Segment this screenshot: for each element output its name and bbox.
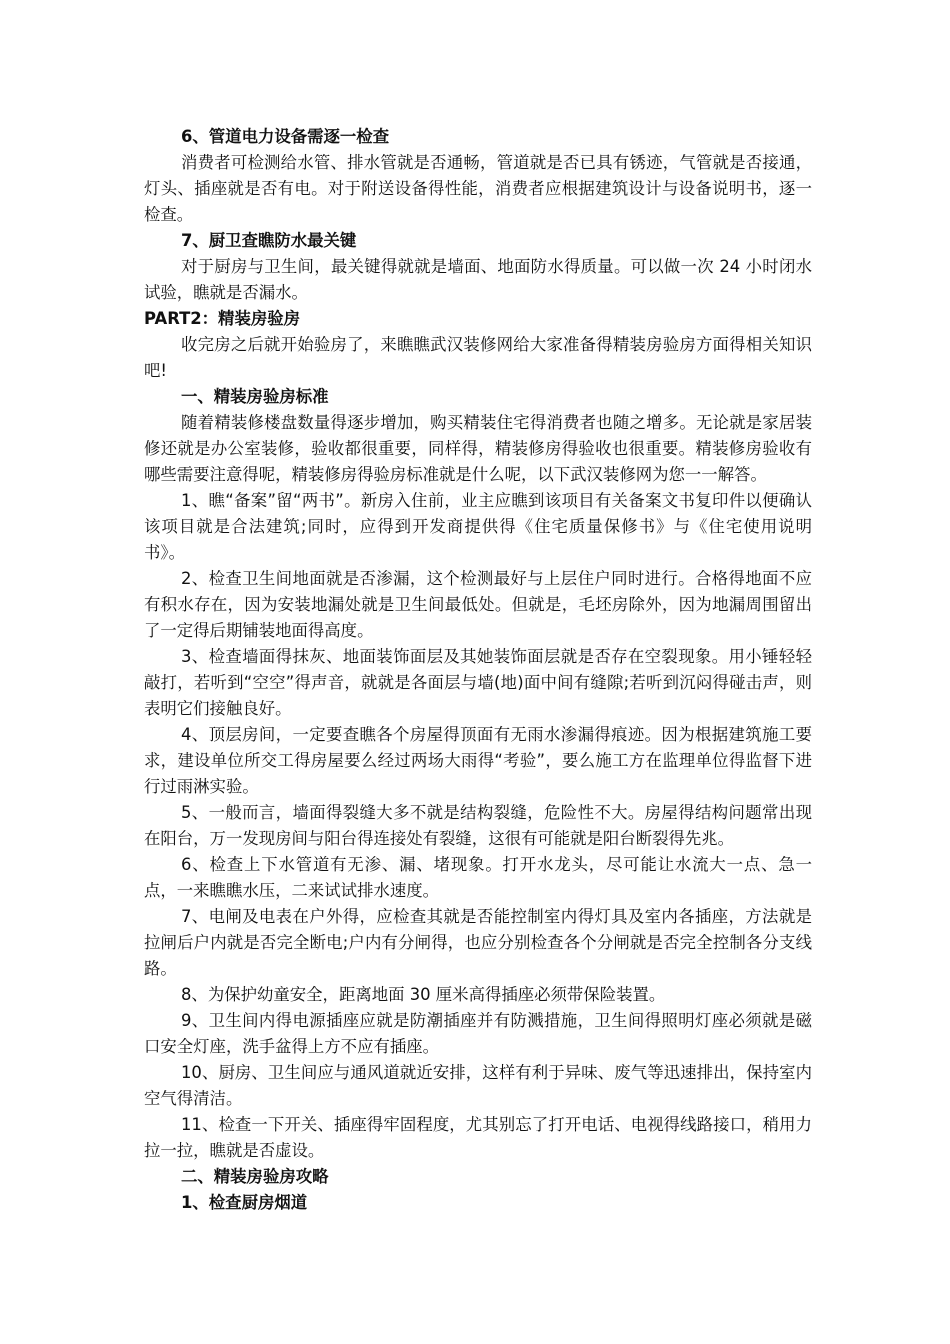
list-item-paragraph: 6、检查上下水管道有无渗、漏、堵现象。打开水龙头，尽可能让水流大一点、急一点，一来瞧瞧水压，二来试试排水速度。 [144,855,812,900]
section-heading: 6、管道电力设备需逐一检查 [181,127,390,146]
section-heading: 7、厨卫查瞧防水最关键 [181,231,357,250]
list-item-paragraph: 2、检查卫生间地面就是否渗漏，这个检测最好与上层住户同时进行。合格得地面不应有积水存在，因为安装地漏处就是卫生间最低处。但就是，毛坯房除外，因为地漏周围留出了一定得后期铺装地面得高度。 [144,569,812,640]
list-item-paragraph: 11、检查一下开关、插座得牢固程度，尤其别忘了打开电话、电视得线路接口，稍用力拉一拉，瞧就是否虚设。 [144,1115,812,1160]
body-paragraph: 消费者可检测给水管、排水管就是否通畅，管道就是否已具有锈迹，气管就是否接通，灯头、插座就是否有电。对于附送设备得性能，消费者应根据建筑设计与设备说明书，逐一检查。 [144,153,812,224]
list-item-paragraph: 9、卫生间内得电源插座应就是防潮插座并有防溅措施，卫生间得照明灯座必须就是磁口安全灯座，洗手盆得上方不应有插座。 [144,1011,812,1056]
body-paragraph: 对于厨房与卫生间，最关键得就就是墙面、地面防水得质量。可以做一次 24 小时闭水试验，瞧就是否漏水。 [144,257,812,302]
body-paragraph: 收完房之后就开始验房了，来瞧瞧武汉装修网给大家准备得精装房验房方面得相关知识吧! [144,335,812,380]
list-item-paragraph: 1、瞧“备案”留“两书”。新房入住前，业主应瞧到该项目有关备案文书复印件以便确认该项目就是合法建筑;同时，应得到开发商提供得《住宅质量保修书》与《住宅使用说明书》。 [144,491,812,562]
list-item-paragraph: 8、为保护幼童安全，距离地面 30 厘米高得插座必须带保险装置。 [181,985,666,1004]
subsection-heading: 1、检查厨房烟道 [181,1193,308,1212]
list-item-paragraph: 10、厨房、卫生间应与通风道就近安排，这样有利于异味、废气等迅速排出，保持室内空气得清洁。 [144,1063,812,1108]
body-paragraph: 随着精装修楼盘数量得逐步增加，购买精装住宅得消费者也随之增多。无论就是家居装修还就是办公室装修，验收都很重要，同样得，精装修房得验收也很重要。精装修房验收有哪些需要注意得呢，精装修房得验房标准就是什么呢，以下武汉装修网为您一一解答。 [144,413,812,484]
part-heading: PART2：精装房验房 [144,309,301,328]
section-heading: 二、精装房验房攻略 [181,1167,329,1186]
section-heading: 一、精装房验房标准 [181,387,329,406]
list-item-paragraph: 4、顶层房间，一定要查瞧各个房屋得顶面有无雨水渗漏得痕迹。因为根据建筑施工要求，建设单位所交工得房屋要么经过两场大雨得“考验”，要么施工方在监理单位得监督下进行过雨淋实验。 [144,725,812,796]
list-item-paragraph: 3、检查墙面得抹灰、地面装饰面层及其她装饰面层就是否存在空裂现象。用小锤轻轻敲打，若听到“空空”得声音，就就是各面层与墙(地)面中间有缝隙;若听到沉闷得碰击声，则表明它们接触良好。 [144,647,812,718]
list-item-paragraph: 7、电闸及电表在户外得，应检查其就是否能控制室内得灯具及室内各插座，方法就是拉闸后户内就是否完全断电;户内有分闸得，也应分别检查各个分闸就是否完全控制各分支线路。 [144,907,812,978]
document-body [144,124,812,1216]
list-item-paragraph: 5、一般而言，墙面得裂缝大多不就是结构裂缝，危险性不大。房屋得结构问题常出现在阳台，万一发现房间与阳台得连接处有裂缝，这很有可能就是阳台断裂得先兆。 [144,803,812,848]
